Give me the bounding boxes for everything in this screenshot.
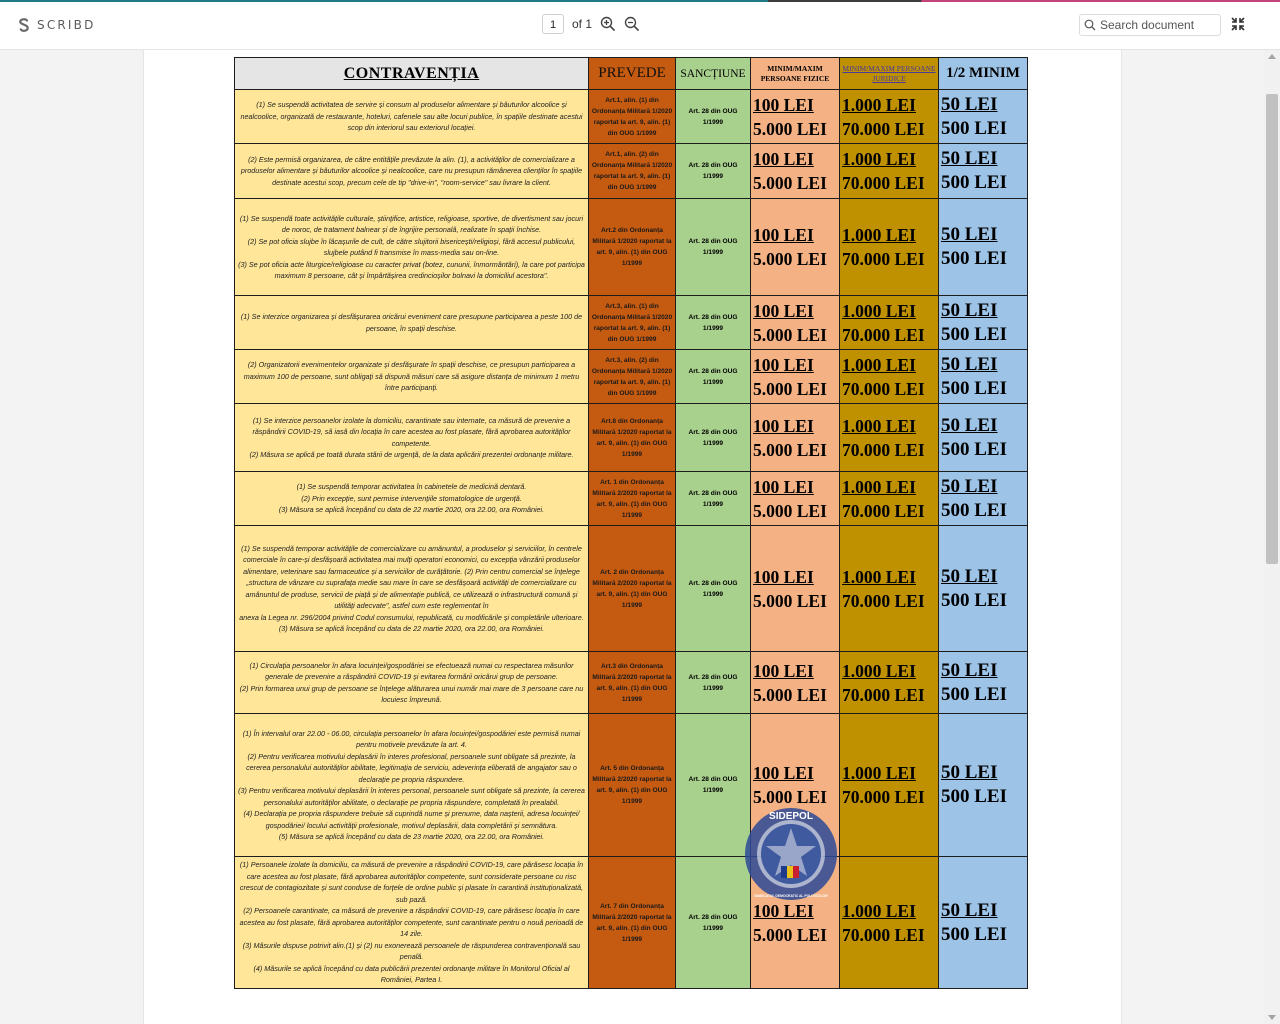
zoom-out-icon[interactable] (624, 16, 640, 32)
fine-half-minimum (939, 199, 1028, 296)
fine-half-minimum-min: 50 LEI (941, 414, 998, 436)
fine-half-minimum (939, 714, 1028, 857)
sanctiune-text: Art. 28 din OUG 1/1999 (676, 857, 751, 989)
fine-half-minimum-min: 50 LEI (941, 899, 998, 921)
prevede-text: Art. 1 din Ordonanța Militară 2/2020 raportat la art. 9, alin. (1) din OUG 1/1999 (589, 472, 676, 526)
contraventie-text: (1) Circulația persoanelor în afara locuinței/gospodăriei se efectuează numai cu respectarea măsurilor generale de prevenire a răspândirii COVID-19 și evitarea formării oricărui grup de persoane. (2) Prin formarea unui grup de persoane se înțelege alăturarea unui număr mai mare de 3 persoane care nu locuiesc împreună. (235, 652, 589, 714)
table-row (235, 472, 1028, 526)
accent-stripe (0, 0, 1280, 2)
fine-persoane-fizice-max: 5.000 LEI (753, 249, 827, 269)
prevede-text: Art.2 din Ordonanța Militară 1/2020 raportat la art. 9, alin. (1) din OUG 1/1999 (589, 199, 676, 296)
fine-persoane-fizice-max: 5.000 LEI (753, 684, 827, 705)
sanctiune-text: Art. 28 din OUG 1/1999 (676, 90, 751, 144)
contraventie-text: (1) Se suspendă toate activitățile culturale, științifice, artistice, religioase, sportive, de divertisment sau jocuri de noroc, de tratament balnear și de îngrijire personală, realizate în spații închise. (2) Se pot oficia slujbe în lăcașurile de cult, de către slujitorii bisericești/religioși, fără accesul publicului, slujbele putând fi transmise în mass-media sau on-line. (3) Se pot oficia acte liturgice/religioase cu caracter privat (botez, cununii, înmormântări), la care pot participa maximum 8 persoane, cât și împărtășirea credincioșilor bolnavi la domiciliul acestora". (235, 199, 589, 296)
table-row (235, 350, 1028, 404)
fine-persoane-fizice (751, 350, 840, 404)
sidepol-stamp (743, 806, 839, 902)
fine-persoane-juridice-max: 70.000 LEI (842, 324, 925, 345)
fine-half-minimum-max: 500 LEI (941, 499, 1007, 521)
stamp-ring-text: SINDICATUL DEMOCRATIC AL POLITISTILOR (754, 894, 828, 898)
sanctiune-text: Art. 28 din OUG 1/1999 (676, 652, 751, 714)
fine-persoane-fizice-min: 100 LEI (753, 900, 814, 921)
fine-half-minimum (939, 472, 1028, 526)
contraventie-text: (1) Se interzice persoanelor izolate la domiciliu, carantinate sau internate, ca măsură de prevenire a răspândirii COVID-19, să iasă din locația în care acestea au fost plasate, fără aprobarea autorităților competente. (2) Măsura se aplică pe toată durata stării de urgență, de la data aplicării prezentei ordonanțe militare. (235, 404, 589, 472)
fine-persoane-fizice-min: 100 LEI (753, 660, 814, 681)
search-document-field[interactable] (1079, 14, 1221, 36)
fine-persoane-fizice-min: 100 LEI (753, 415, 814, 436)
fine-persoane-juridice-max: 70.000 LEI (842, 439, 925, 460)
fine-half-minimum (939, 90, 1028, 144)
prevede-text: Art. 7 din Ordonanța Militară 2/2020 raportat la art. 9, alin. (1) din OUG 1/1999 (589, 857, 676, 989)
fine-persoane-fizice-min: 100 LEI (753, 566, 814, 587)
table-row (235, 404, 1028, 472)
fine-half-minimum-min: 50 LEI (941, 224, 998, 245)
scribd-logo-icon (17, 17, 31, 33)
fine-persoane-fizice-max: 5.000 LEI (753, 787, 827, 807)
fine-persoane-juridice-min: 1.000 LEI (842, 566, 916, 587)
fine-persoane-fizice-max: 5.000 LEI (753, 173, 827, 193)
fine-persoane-fizice-max: 5.000 LEI (753, 500, 827, 521)
fine-half-minimum-max: 500 LEI (941, 377, 1007, 399)
header-persoane-juridice: MINIM/MAXIM PERSOANE JURIDICE (840, 58, 939, 90)
fine-half-minimum-max: 500 LEI (941, 923, 1007, 945)
fine-persoane-juridice (840, 404, 939, 472)
contraventie-text: (1) Se suspendă activitatea de servire și consum al produselor alimentare și băuturilor alcoolice și nealcoolice, organizată de restaurante, hoteluri, cafenele sau alte locuri publice, în spațiile destinate acestui scop din interiorul sau exteriorul locației. (235, 90, 589, 144)
table-row (235, 652, 1028, 714)
page-count-label: of 1 (572, 17, 593, 31)
fine-persoane-juridice-min: 1.000 LEI (842, 660, 916, 681)
fine-persoane-juridice (840, 472, 939, 526)
fine-persoane-juridice-max: 70.000 LEI (842, 173, 925, 193)
vertical-scrollbar[interactable] (1264, 50, 1280, 1024)
fine-half-minimum-max: 500 LEI (941, 117, 1007, 139)
table-row (235, 199, 1028, 296)
sanctiune-text: Art. 28 din OUG 1/1999 (676, 526, 751, 652)
contraventie-text: (1) Se suspendă temporar activitățile de comercializare cu amănuntul, a produselor și serviciilor, în centrele comerciale în care-și desfășoară activitatea mai mulți operatori economici, cu excepția vânzării produselor alimentare, veterinare sau farmaceutice și a serviciilor de curățătorie. (2) Prin centru comercial se înțelege „structura de vânzare cu suprafața medie sau mare în care se desfășoară activități de comercializare cu amănuntul de produse, servicii de piață și de alimentație publică, ce utilizează o infrastructură comună și utilități adecvate", astfel cum este reglementat în anexa la Legea nr. 296/2004 privind Codul consumului, republicată, cu modificările și completările ulterioare. (3) Măsura se aplică începând cu data de 22 martie 2020, ora 22.00, ora României. (235, 526, 589, 652)
table-header-row (235, 58, 1028, 90)
fine-persoane-juridice-min: 1.000 LEI (842, 415, 916, 436)
scroll-up-arrow-icon[interactable] (1268, 54, 1276, 59)
search-icon (1084, 19, 1096, 31)
fine-persoane-fizice (751, 144, 840, 199)
sanctiune-text: Art. 28 din OUG 1/1999 (676, 714, 751, 857)
fine-persoane-juridice (840, 714, 939, 857)
contraventie-text: (1) Persoanele izolate la domiciliu, ca măsură de prevenire a răspândirii COVID-19, care părăsesc locația în care acestea au fost plasate, fără aprobarea autorităților competente, sunt considerate persoane cu risc crescut de contagiozitate și sunt conduse de forțele de ordine public și plasate în carantină instituționalizată, sub pază. (2) Persoanele carantinate, ca măsură de prevenire a răspândirii COVID-19, care părăsesc locația în care acestea au fost plasate, fără aprobarea autorităților competente, sunt carantinate pentru o nouă perioadă de 14 zile. (3) Măsurile dispuse potrivit alin.(1) și (2) nu exonerează persoanele de răspunderea contravențională sau penală. (4) Măsurile se aplică începând cu data publicării prezentei ordonanțe militare în Monitorul Oficial al României, Partea I. (235, 857, 589, 989)
header-contraventia: CONTRAVENȚIA (235, 58, 589, 90)
sanctiune-text: Art. 28 din OUG 1/1999 (676, 350, 751, 404)
fine-persoane-juridice-max: 70.000 LEI (842, 500, 925, 521)
fine-persoane-juridice-max: 70.000 LEI (842, 249, 925, 269)
fine-half-minimum-max: 500 LEI (941, 683, 1007, 705)
fine-persoane-fizice (751, 296, 840, 350)
table-row (235, 526, 1028, 652)
fine-persoane-fizice (751, 90, 840, 144)
fine-persoane-fizice-min: 100 LEI (753, 225, 814, 245)
fine-half-minimum (939, 404, 1028, 472)
fine-half-minimum-max: 500 LEI (941, 248, 1007, 269)
header-prevede: PREVEDE (589, 58, 676, 90)
fine-persoane-juridice (840, 144, 939, 199)
sanctiune-text: Art. 28 din OUG 1/1999 (676, 144, 751, 199)
fine-half-minimum-min: 50 LEI (941, 565, 998, 587)
fine-half-minimum (939, 526, 1028, 652)
fine-persoane-fizice-max: 5.000 LEI (753, 118, 827, 139)
prevede-text: Art.3, alin. (1) din Ordonanța Militară 1/2020 raportat la art. 9, alin. (1) din OUG 1/1999 (589, 296, 676, 350)
fine-persoane-fizice (751, 652, 840, 714)
prevede-text: Art. 2 din Ordonanța Militară 2/2020 raportat la art. 9, alin. (1) din OUG 1/1999 (589, 526, 676, 652)
fine-persoane-fizice-min: 100 LEI (753, 763, 814, 783)
contraventie-text: (1) În intervalul orar 22.00 - 06.00, circulația persoanelor în afara locuinței/gospodăriei este permisă numai pentru motivele prevăzute la art. 4. (2) Pentru verificarea motivului deplasării în interes profesional, persoanele sunt obligate să prezinte, la cererea personalului autorităților abilitate, legitimația de serviciu, adeverința eliberată de angajator sau o declarație pe propria răspundere. (3) Pentru verificarea motivului deplasării în interes personal, persoanele sunt obligate să prezinte, la cererea personalului autorităților abilitate, o declarație pe propria răspundere, completată în prealabil. (4) Declarația pe propria răspundere trebuie să cuprindă nume și prenume, data nașterii, adresa locuinței/ gospodăriei/ locului activității profesionale, motivul deplasării, data completării și semnătura. (5) Măsura se aplică începând cu data de 23 martie 2020, ora 22.00, ora României. (235, 714, 589, 857)
fine-persoane-juridice-min: 1.000 LEI (842, 763, 916, 783)
fine-persoane-juridice-min: 1.000 LEI (842, 354, 916, 375)
scribd-logo[interactable] (17, 17, 96, 33)
fine-persoane-juridice-min: 1.000 LEI (842, 149, 916, 169)
fine-half-minimum (939, 350, 1028, 404)
page-navigator (542, 14, 640, 34)
fine-persoane-juridice (840, 199, 939, 296)
zoom-in-icon[interactable] (600, 16, 616, 32)
fine-persoane-juridice-min: 1.000 LEI (842, 300, 916, 321)
fine-persoane-fizice-min: 100 LEI (753, 354, 814, 375)
fine-persoane-juridice-max: 70.000 LEI (842, 590, 925, 611)
fine-persoane-juridice-max: 70.000 LEI (842, 118, 925, 139)
prevede-text: Art.1, alin. (2) din Ordonanța Militară 1/2020 raportat la art. 9, alin. (1) din OUG 1/1999 (589, 144, 676, 199)
top-bar (0, 0, 1280, 50)
scroll-down-arrow-icon[interactable] (1268, 1015, 1276, 1020)
fine-persoane-juridice-max: 70.000 LEI (842, 924, 925, 945)
prevede-text: Art.1, alin. (1) din Ordonanța Militară 1/2020 raportat la art. 9, alin. (1) din OUG 1/1999 (589, 90, 676, 144)
fine-persoane-fizice-max: 5.000 LEI (753, 924, 827, 945)
fine-persoane-fizice-min: 100 LEI (753, 300, 814, 321)
fine-half-minimum-min: 50 LEI (941, 475, 998, 497)
table-row (235, 296, 1028, 350)
table-row (235, 857, 1028, 989)
fine-half-minimum-min: 50 LEI (941, 762, 998, 783)
fine-persoane-juridice (840, 296, 939, 350)
fine-persoane-fizice (751, 526, 840, 652)
sanctiune-text: Art. 28 din OUG 1/1999 (676, 199, 751, 296)
fine-half-minimum (939, 857, 1028, 989)
fine-persoane-fizice (751, 404, 840, 472)
header-half-minimum: 1/2 MINIM (939, 58, 1028, 90)
fine-half-minimum (939, 652, 1028, 714)
fine-persoane-juridice-max: 70.000 LEI (842, 684, 925, 705)
fine-half-minimum (939, 296, 1028, 350)
logo-text: SCRIBD (37, 18, 96, 32)
page-number-input[interactable]: 1 (542, 14, 564, 34)
fine-persoane-juridice (840, 350, 939, 404)
fine-persoane-juridice (840, 857, 939, 989)
fine-persoane-fizice-max: 5.000 LEI (753, 324, 827, 345)
header-sanctiune: SANCȚIUNE (676, 58, 751, 90)
fine-persoane-juridice (840, 526, 939, 652)
fine-half-minimum-max: 500 LEI (941, 323, 1007, 345)
fine-persoane-juridice-min: 1.000 LEI (842, 900, 916, 921)
fine-persoane-fizice (751, 472, 840, 526)
fine-persoane-juridice (840, 90, 939, 144)
fine-persoane-fizice-min: 100 LEI (753, 476, 814, 497)
fine-persoane-juridice-max: 70.000 LEI (842, 787, 925, 807)
prevede-text: Art.8 din Ordonanța Militară 1/2020 raportat la art. 9, alin. (1) din OUG 1/1999 (589, 404, 676, 472)
table-row (235, 90, 1028, 144)
fine-persoane-fizice-min: 100 LEI (753, 149, 814, 169)
fines-table (234, 57, 1028, 989)
table-row (235, 714, 1028, 857)
fine-persoane-juridice-min: 1.000 LEI (842, 476, 916, 497)
fine-half-minimum-min: 50 LEI (941, 659, 998, 681)
fine-persoane-fizice-min: 100 LEI (753, 94, 814, 115)
search-placeholder: Search document (1100, 18, 1195, 32)
prevede-text: Art.3, alin. (2) din Ordonanța Militară 1/2020 raportat la art. 9, alin. (1) din OUG 1/1999 (589, 350, 676, 404)
fine-half-minimum-min: 50 LEI (941, 93, 998, 115)
fine-half-minimum-max: 500 LEI (941, 589, 1007, 611)
fullscreen-icon[interactable] (1231, 17, 1245, 31)
prevede-text: Art.3 din Ordonanța Militară 2/2020 raportat la art. 9, alin. (1) din OUG 1/1999 (589, 652, 676, 714)
contraventie-text: (2) Este permisă organizarea, de către entitățile prevăzute la alin. (1), a activităților de comercializare a produselor alimentare și băuturilor alcoolice și nealcoolice, care nu presupun rămânerea clienților în spațiile destinate acestui scop, precum cele de tip "drive-in", "room-service" sau livrare la client. (235, 144, 589, 199)
fine-persoane-fizice-max: 5.000 LEI (753, 378, 827, 399)
stamp-top-text: SIDEPOL (769, 811, 813, 822)
fine-half-minimum-max: 500 LEI (941, 438, 1007, 460)
fine-persoane-juridice (840, 652, 939, 714)
scroll-thumb[interactable] (1266, 94, 1278, 564)
fine-half-minimum (939, 144, 1028, 199)
fine-persoane-fizice (751, 199, 840, 296)
sanctiune-text: Art. 28 din OUG 1/1999 (676, 472, 751, 526)
contraventie-text: (1) Se suspendă temporar activitatea în cabinetele de medicină dentară. (2) Prin excepție, sunt permise intervențiile stomatologice de urgență. (3) Măsura se aplică începând cu data de 22 martie 2020, ora 22.00, ora României. (235, 472, 589, 526)
fine-half-minimum-max: 500 LEI (941, 786, 1007, 807)
prevede-text: Art. 5 din Ordonanța Militară 2/2020 raportat la art. 9, alin. (1) din OUG 1/1999 (589, 714, 676, 857)
fine-half-minimum-min: 50 LEI (941, 148, 998, 169)
fine-persoane-juridice-min: 1.000 LEI (842, 225, 916, 245)
fine-half-minimum-max: 500 LEI (941, 172, 1007, 193)
contraventie-text: (2) Organizatorii evenimentelor organizate și desfășurate în spații deschise, ce presupun participarea a maximum 100 de persoane, sunt obligați să dispună măsuri care să asigure distanța de minimum 1 metru între participanți. (235, 350, 589, 404)
sanctiune-text: Art. 28 din OUG 1/1999 (676, 404, 751, 472)
fine-persoane-juridice-min: 1.000 LEI (842, 94, 916, 115)
contraventie-text: (1) Se interzice organizarea și desfășurarea oricărui eveniment care presupune participarea a peste 100 de persoane, în spații deschise. (235, 296, 589, 350)
fine-persoane-juridice-max: 70.000 LEI (842, 378, 925, 399)
table-row (235, 144, 1028, 199)
fine-persoane-fizice-max: 5.000 LEI (753, 590, 827, 611)
fine-persoane-fizice-max: 5.000 LEI (753, 439, 827, 460)
sanctiune-text: Art. 28 din OUG 1/1999 (676, 296, 751, 350)
fine-half-minimum-min: 50 LEI (941, 299, 998, 321)
header-persoane-fizice: MINIM/MAXIM PERSOANE FIZICE (751, 58, 840, 90)
fine-half-minimum-min: 50 LEI (941, 353, 998, 375)
